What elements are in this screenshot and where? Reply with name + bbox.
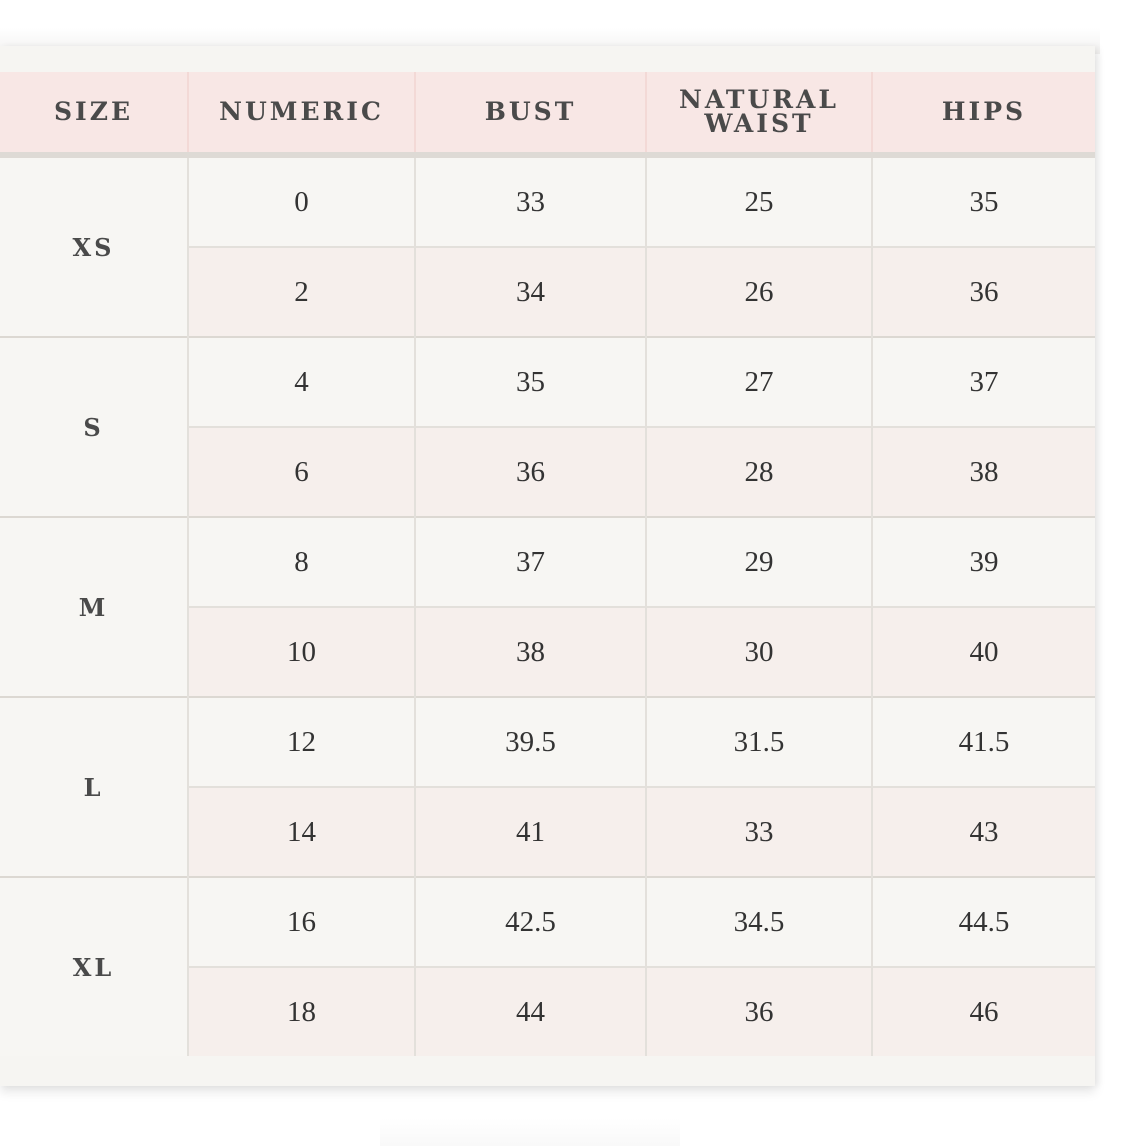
waist-cell: 31.5 (646, 697, 872, 787)
size-label: M (0, 517, 188, 697)
hips-cell: 43 (872, 787, 1095, 877)
size-label: XS (0, 155, 188, 337)
waist-cell: 25 (646, 155, 872, 247)
bust-cell: 39.5 (415, 697, 646, 787)
hips-cell: 37 (872, 337, 1095, 427)
numeric-cell: 12 (188, 697, 415, 787)
hips-cell: 35 (872, 155, 1095, 247)
waist-cell: 27 (646, 337, 872, 427)
bust-cell: 36 (415, 427, 646, 517)
numeric-cell: 4 (188, 337, 415, 427)
table-row (0, 337, 1095, 427)
numeric-cell: 14 (188, 787, 415, 877)
hips-cell: 44.5 (872, 877, 1095, 967)
bust-cell: 35 (415, 337, 646, 427)
hips-cell: 36 (872, 247, 1095, 337)
header-numeric: NUMERIC (188, 72, 415, 155)
waist-cell: 36 (646, 967, 872, 1056)
numeric-cell: 2 (188, 247, 415, 337)
numeric-cell: 18 (188, 967, 415, 1056)
bust-cell: 38 (415, 607, 646, 697)
waist-cell: 28 (646, 427, 872, 517)
header-hips: HIPS (872, 72, 1095, 155)
waist-cell: 34.5 (646, 877, 872, 967)
bust-cell: 34 (415, 247, 646, 337)
hips-cell: 41.5 (872, 697, 1095, 787)
bust-cell: 41 (415, 787, 646, 877)
size-label: S (0, 337, 188, 517)
bust-cell: 33 (415, 155, 646, 247)
table-row (0, 517, 1095, 607)
header-natural-waist (646, 72, 872, 155)
waist-cell: 30 (646, 607, 872, 697)
waist-cell: 29 (646, 517, 872, 607)
numeric-cell: 8 (188, 517, 415, 607)
bust-cell: 37 (415, 517, 646, 607)
bust-cell: 44 (415, 967, 646, 1056)
hips-cell: 40 (872, 607, 1095, 697)
numeric-cell: 6 (188, 427, 415, 517)
header-size: SIZE (0, 72, 188, 155)
waist-cell: 26 (646, 247, 872, 337)
size-label: XL (0, 877, 188, 1056)
page-bottom-edge (380, 1118, 680, 1146)
size-chart-table (0, 72, 1095, 1056)
table-row (0, 155, 1095, 247)
hips-cell: 38 (872, 427, 1095, 517)
header-natural-waist-line1: NATURAL (678, 85, 840, 114)
waist-cell: 33 (646, 787, 872, 877)
numeric-cell: 16 (188, 877, 415, 967)
header-bust: BUST (415, 72, 646, 155)
numeric-cell: 10 (188, 607, 415, 697)
table-row (0, 877, 1095, 967)
hips-cell: 39 (872, 517, 1095, 607)
table-row (0, 697, 1095, 787)
bust-cell: 42.5 (415, 877, 646, 967)
hips-cell: 46 (872, 967, 1095, 1056)
header-natural-waist-line2: WAIST (704, 109, 814, 138)
numeric-cell: 0 (188, 155, 415, 247)
size-label: L (0, 697, 188, 877)
header-row (0, 72, 1095, 155)
